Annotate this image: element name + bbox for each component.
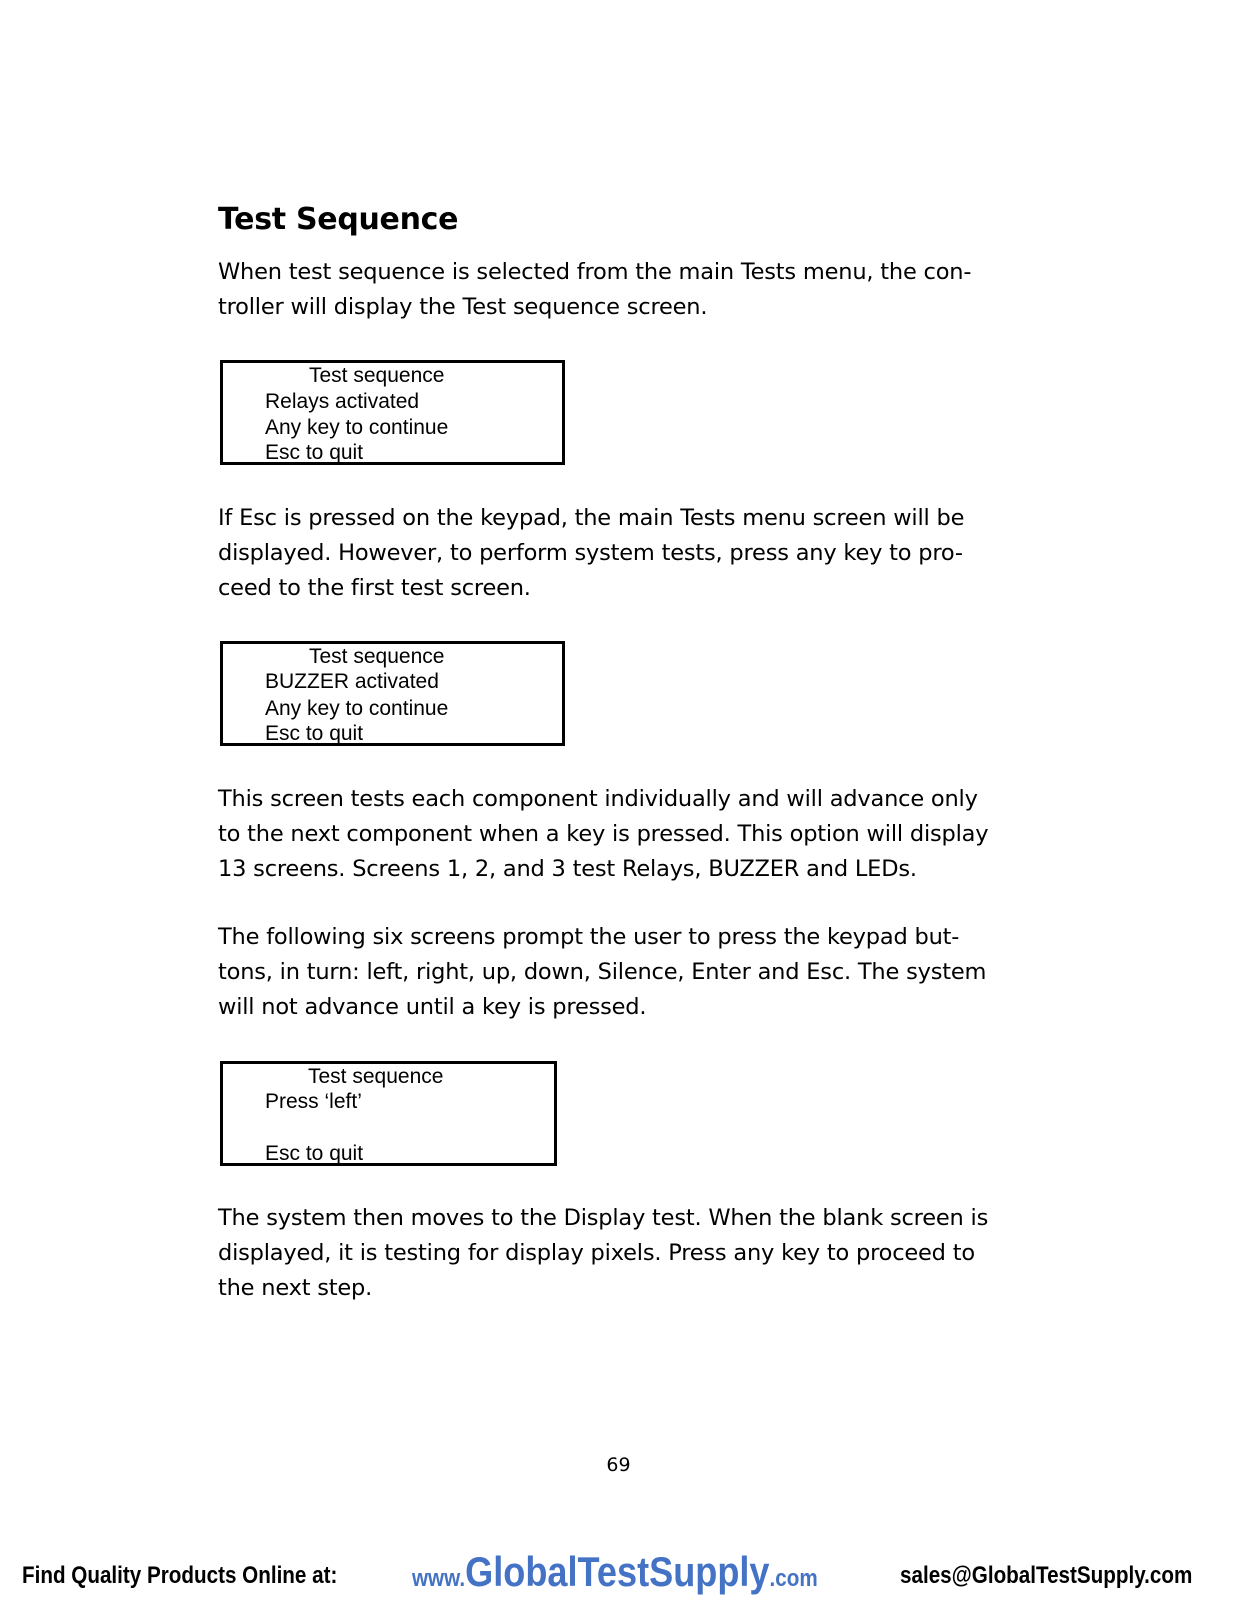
paragraph-keypad: [218, 920, 1048, 1025]
paragraph-line: When test sequence is selected from the main Tests menu, the con-: [218, 259, 972, 285]
lcd-line: Press ‘left’: [265, 1090, 362, 1113]
footer-url-prefix: www.: [412, 1565, 466, 1592]
paragraph-line: This screen tests each component individually and will advance only: [218, 786, 978, 812]
lcd-line: Relays activated: [265, 390, 420, 413]
lcd-title: Test sequence: [308, 1065, 444, 1088]
paragraph-line: The following six screens prompt the user to press the keypad but-: [218, 924, 960, 950]
lcd-title: Test sequence: [309, 364, 445, 387]
paragraph-line: 13 screens. Screens 1, 2, and 3 test Relays, BUZZER and LEDs.: [218, 856, 917, 882]
lcd-screen-buzzer: [220, 641, 565, 746]
footer-url-suffix: .com: [769, 1565, 818, 1592]
lcd-line: Any key to continue: [265, 416, 449, 439]
paragraph-line: displayed. However, to perform system tests, press any key to pro-: [218, 540, 963, 566]
paragraph-intro: [218, 255, 1048, 325]
footer: [0, 1548, 1237, 1598]
paragraph-line: will not advance until a key is pressed.: [218, 994, 647, 1020]
page-heading: Test Sequence: [218, 202, 459, 237]
paragraph-line: ceed to the first test screen.: [218, 575, 531, 601]
lcd-line: Esc to quit: [265, 1142, 364, 1165]
paragraph-line: displayed, it is testing for display pixels. Press any key to proceed to: [218, 1240, 975, 1266]
paragraph-components: [218, 782, 1048, 887]
lcd-screen-relays: [220, 360, 565, 465]
paragraph-line: troller will display the Test sequence screen.: [218, 294, 708, 320]
lcd-line: Any key to continue: [265, 697, 449, 720]
footer-tagline: Find Quality Products Online at:: [22, 1562, 338, 1589]
paragraph-line: the next step.: [218, 1275, 373, 1301]
lcd-line: Esc to quit: [265, 722, 364, 745]
footer-url-main: GlobalTestSupply: [465, 1548, 770, 1595]
paragraph-line: The system then moves to the Display test. When the blank screen is: [218, 1205, 989, 1231]
footer-website-link[interactable]: [412, 1548, 818, 1596]
paragraph-esc: [218, 501, 1048, 606]
footer-email-link[interactable]: sales@GlobalTestSupply.com: [900, 1562, 1193, 1589]
lcd-title: Test sequence: [309, 645, 445, 668]
paragraph-line: If Esc is pressed on the keypad, the main Tests menu screen will be: [218, 505, 965, 531]
lcd-screen-press-left: [220, 1061, 557, 1166]
paragraph-line: tons, in turn: left, right, up, down, Silence, Enter and Esc. The system: [218, 959, 987, 985]
page-number: 69: [606, 1454, 631, 1476]
lcd-line: BUZZER activated: [265, 670, 439, 693]
paragraph-line: to the next component when a key is pressed. This option will display: [218, 821, 989, 847]
lcd-line: Esc to quit: [265, 441, 364, 464]
paragraph-display-test: [218, 1201, 1048, 1306]
